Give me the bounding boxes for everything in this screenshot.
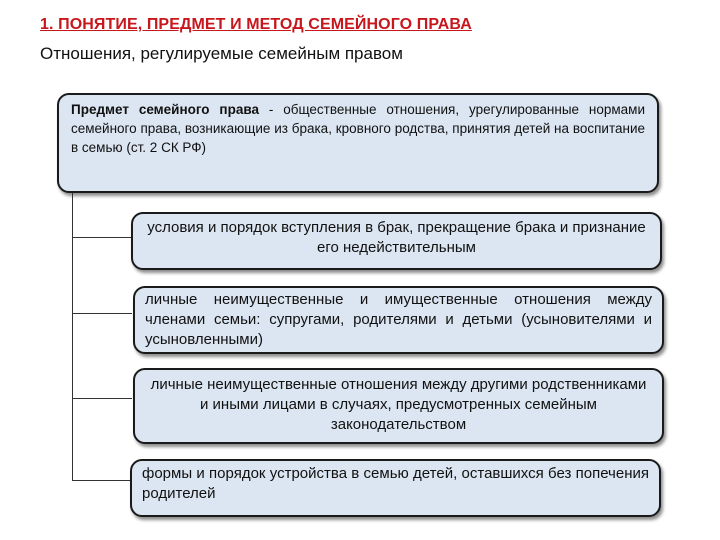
- relation-box-child-placement: [130, 459, 661, 517]
- relation-text: личные неимущественные и имущественные отношения между членами семьи: супругами, родителями и детьми (усыновителями и усыновленными): [145, 291, 652, 348]
- connector-branch-3: [72, 398, 132, 399]
- relation-box-marriage: [131, 212, 662, 270]
- relation-box-family-members: [133, 286, 664, 354]
- subject-definition-box: [57, 93, 659, 193]
- connector-branch-1: [72, 237, 132, 238]
- relation-box-other-relatives: [133, 368, 664, 444]
- connector-branch-2: [72, 313, 132, 314]
- page-subtitle: Отношения, регулируемые семейным правом: [40, 44, 403, 63]
- relation-text: личные неимущественные отношения между другими родственниками и иными лицами в случаях, предусмотренных семейным законодательством: [150, 376, 647, 433]
- page-title: 1. ПОНЯТИЕ, ПРЕДМЕТ И МЕТОД СЕМЕЙНОГО ПРАВА: [40, 16, 472, 33]
- relation-text: условия и порядок вступления в брак, прекращение брака и признание его недействительным: [147, 219, 646, 256]
- connector-branch-4: [72, 480, 132, 481]
- subject-definition-text: - общественные отношения, урегулированные нормами семейного права, возникающие из брака, кровного родства, принятия детей на воспитание в семью (ст. 2 СК РФ): [71, 102, 646, 155]
- subject-definition-lead: Предмет семейного права: [71, 102, 259, 117]
- relation-text: формы и порядок устройства в семью детей, оставшихся без попечения родителей: [142, 465, 649, 502]
